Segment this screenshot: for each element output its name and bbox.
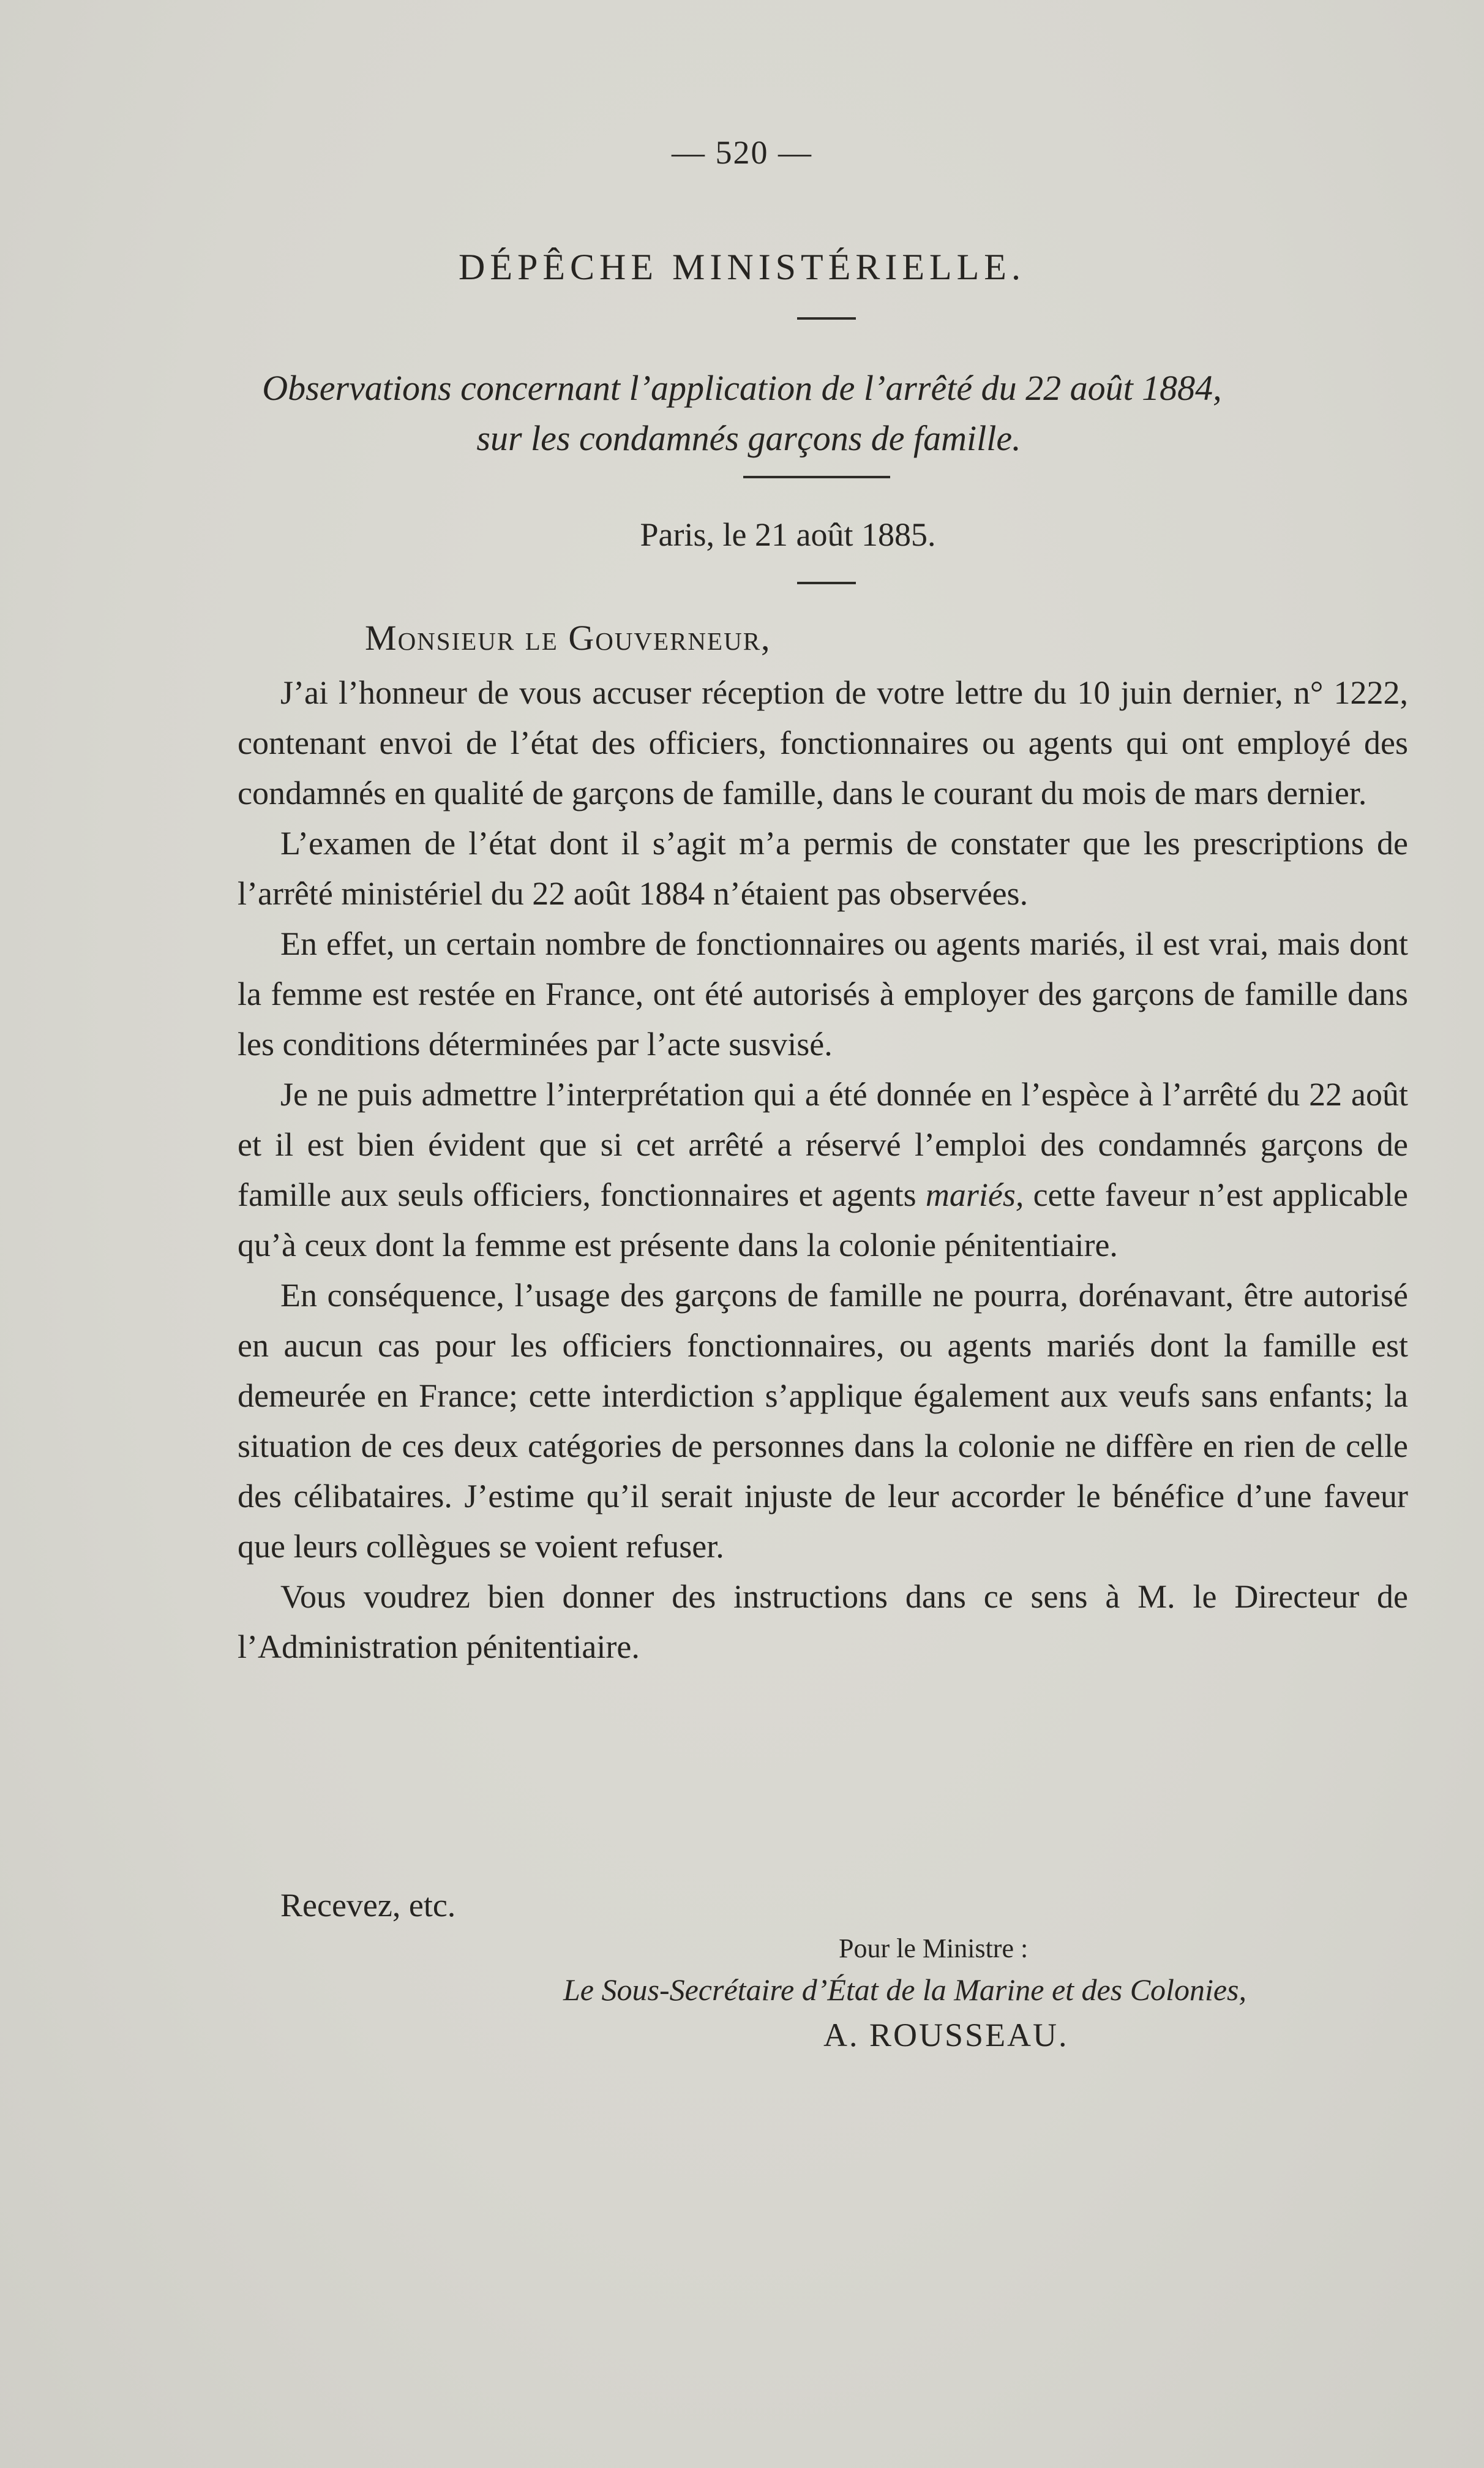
subtitle-line-2: sur les condamnés garçons de famille. [476,418,1021,458]
signature-name: A. ROUSSEAU. [823,2017,1069,2053]
paragraph-4 [238,1069,1408,1270]
paragraph-1: J’ai l’honneur de vous accuser réception de votre lettre du 10 juin dernier, n° 1222, contenant envoi de l’état des officiers, fonctionnaires ou agents qui ont employé des condamnés en qualité de garçons de famille, dans le courant du mois de mars dernier. [238,674,1408,811]
paragraph-4-emphasis: mariés, [925,1176,1024,1213]
title-divider [797,317,856,320]
dateline: Paris, le 21 août 1885. [640,516,936,553]
paragraph-4-part-a: Je ne puis admettre l’interprétation qui a été donnée en l’espèce à l’arrêté du 22 août et il est bien évident que si cet arrêté a réservé l’emploi des condamnés garçons de famille aux seuls officiers, fonctionnaires et agents [238,1076,1408,1213]
paragraph-4-part-b: cette faveur n’est applicable qu’à ceux dont la femme est présente dans la colonie pénitentiaire. [238,1176,1408,1263]
salutation: Monsieur le Gouverneur, [365,618,771,658]
signature-pour-le-ministre: Pour le Ministre : [839,1933,1029,1963]
paragraph-2: L’examen de l’état dont il s’agit m’a permis de constater que les prescriptions de l’arrêté ministériel du 22 août 1884 n’étaient pas observées. [238,825,1408,912]
paragraph-5: En conséquence, l’usage des garçons de famille ne pourra, dorénavant, être autorisé en aucun cas pour les officiers fonctionnaires, ou agents mariés dont la famille est demeurée en France; cette interdiction s’applique également aux veufs sans enfants; la situation de ces deux catégories de personnes dans la colonie ne diffère en rien de celle des célibataires. J’estime qu’il serait injuste de leur accorder le bénéfice d’une faveur que leurs collègues se voient refuser. [238,1277,1408,1565]
subtitle-line-1: Observations concernant l’application de l’arrêté du 22 août 1884, [262,368,1222,408]
document-title: DÉPÊCHE MINISTÉRIELLE. [459,247,1025,287]
paragraph-6: Vous voudrez bien donner des instructions dans ce sens à M. le Directeur de l’Administration pénitentiaire. [238,1578,1408,1665]
signature-title: Le Sous-Secrétaire d’État de la Marine et des Colonies, [563,1973,1246,2007]
letter-body [238,668,1408,1672]
date-divider [797,582,856,584]
paragraph-3: En effet, un certain nombre de fonctionnaires ou agents mariés, il est vrai, mais dont la femme est restée en France, ont été autorisés à employer des garçons de famille dans les conditions déterminées par l’acte susvisé. [238,925,1408,1063]
subtitle-divider [743,476,890,478]
page-number: — 520 — [672,134,812,171]
closing-formula: Recevez, etc. [280,1887,456,1924]
